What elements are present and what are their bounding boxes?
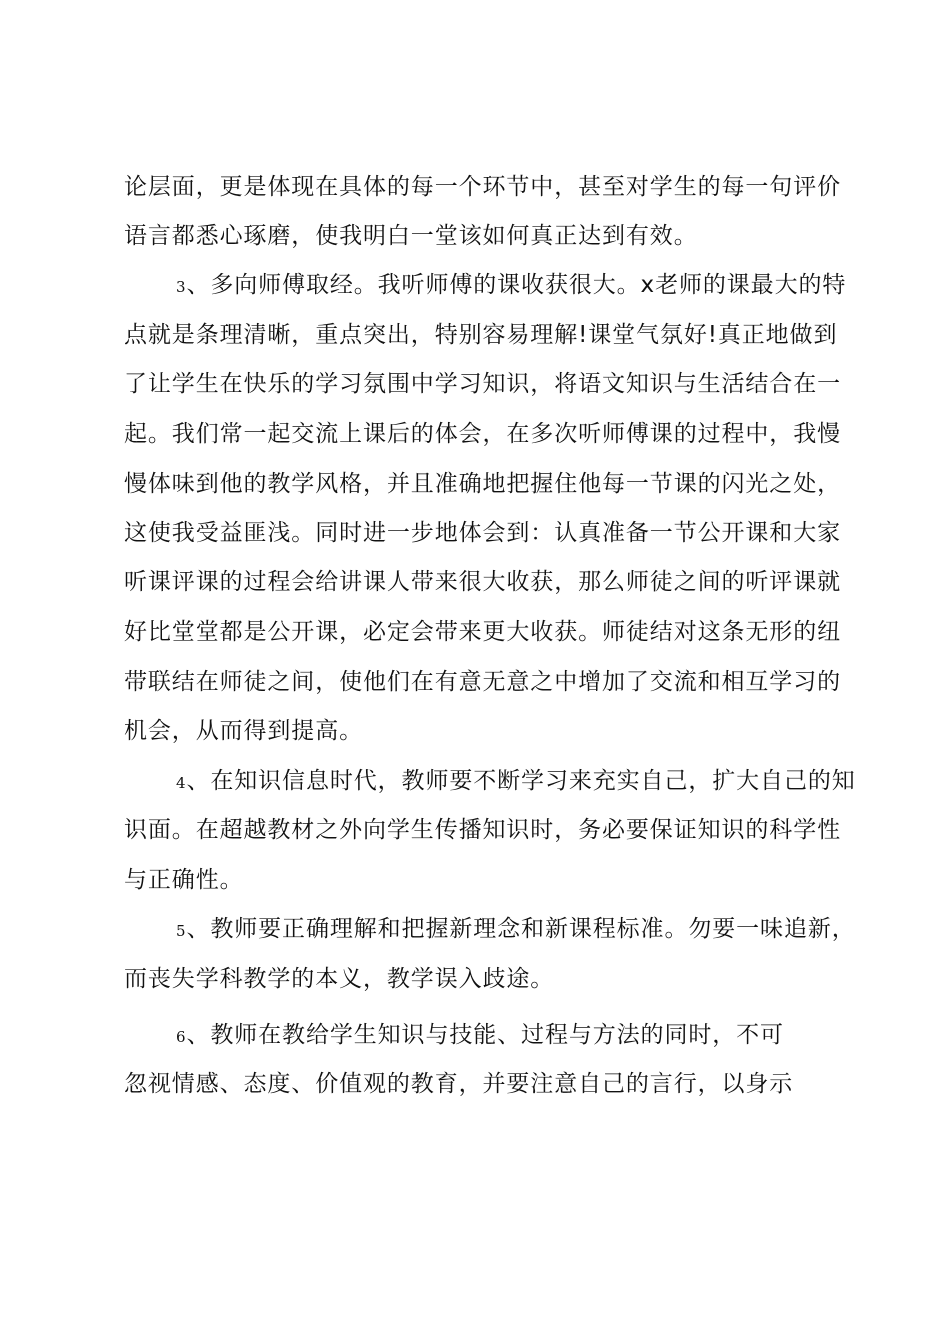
text-line: 带联结在师徒之间，使他们在有意无意之中增加了交流和相互学习的 (124, 669, 841, 695)
text-line: 而丧失学科教学的本义，教学误入歧途。 (124, 966, 555, 992)
text-line: 了让学生在快乐的学习氛围中学习知识，将语文知识与生活结合在一 (124, 371, 841, 397)
text-line: 机会，从而得到提高。 (124, 718, 363, 744)
text-line: 听课评课的过程会给讲课人带来很大收获，那么师徒之间的听评课就 (124, 569, 841, 595)
text-line: 慢体味到他的教学风格，并且准确地把握住他每一节课的闪光之处， (124, 471, 841, 497)
text-line: 点就是条理清晰，重点突出，特别容易理解!课堂气氛好!真正地做到 (124, 322, 838, 348)
list-number: 6 (176, 1028, 187, 1046)
paragraph-3-line: 3、多向师傅取经。我听师傅的课收获很大。x老师的课最大的特 (176, 272, 847, 298)
text-line: 与正确性。 (124, 867, 244, 893)
paragraph-4-line: 4、在知识信息时代，教师要不断学习来充实自己，扩大自己的知 (176, 768, 856, 794)
text-line: 起。我们常一起交流上课后的体会，在多次听师傅课的过程中，我慢 (124, 421, 841, 447)
text-line: 好比堂堂都是公开课，必定会带来更大收获。师徒结对这条无形的纽 (124, 619, 841, 645)
text-line: 语言都悉心琢磨，使我明白一堂该如何真正达到有效。 (124, 223, 698, 249)
list-number: 5 (176, 922, 187, 940)
text-line: 识面。在超越教材之外向学生传播知识时，务必要保证知识的科学性 (124, 817, 841, 843)
text-line: 这使我受益匪浅。同时进一步地体会到：认真准备一节公开课和大家 (124, 520, 841, 546)
paragraph-6-line: 6、教师在教给学生知识与技能、过程与方法的同时，不可 (176, 1022, 784, 1048)
list-number: 4 (176, 774, 187, 792)
text-line: 论层面，更是体现在具体的每一个环节中，甚至对学生的每一句评价 (124, 174, 841, 200)
text-line: 忽视情感、态度、价值观的教育，并要注意自己的言行，以身示 (124, 1071, 794, 1097)
paragraph-5-line: 5、教师要正确理解和把握新理念和新课程标准。勿要一味追新， (176, 916, 856, 942)
list-number: 3 (176, 278, 187, 296)
